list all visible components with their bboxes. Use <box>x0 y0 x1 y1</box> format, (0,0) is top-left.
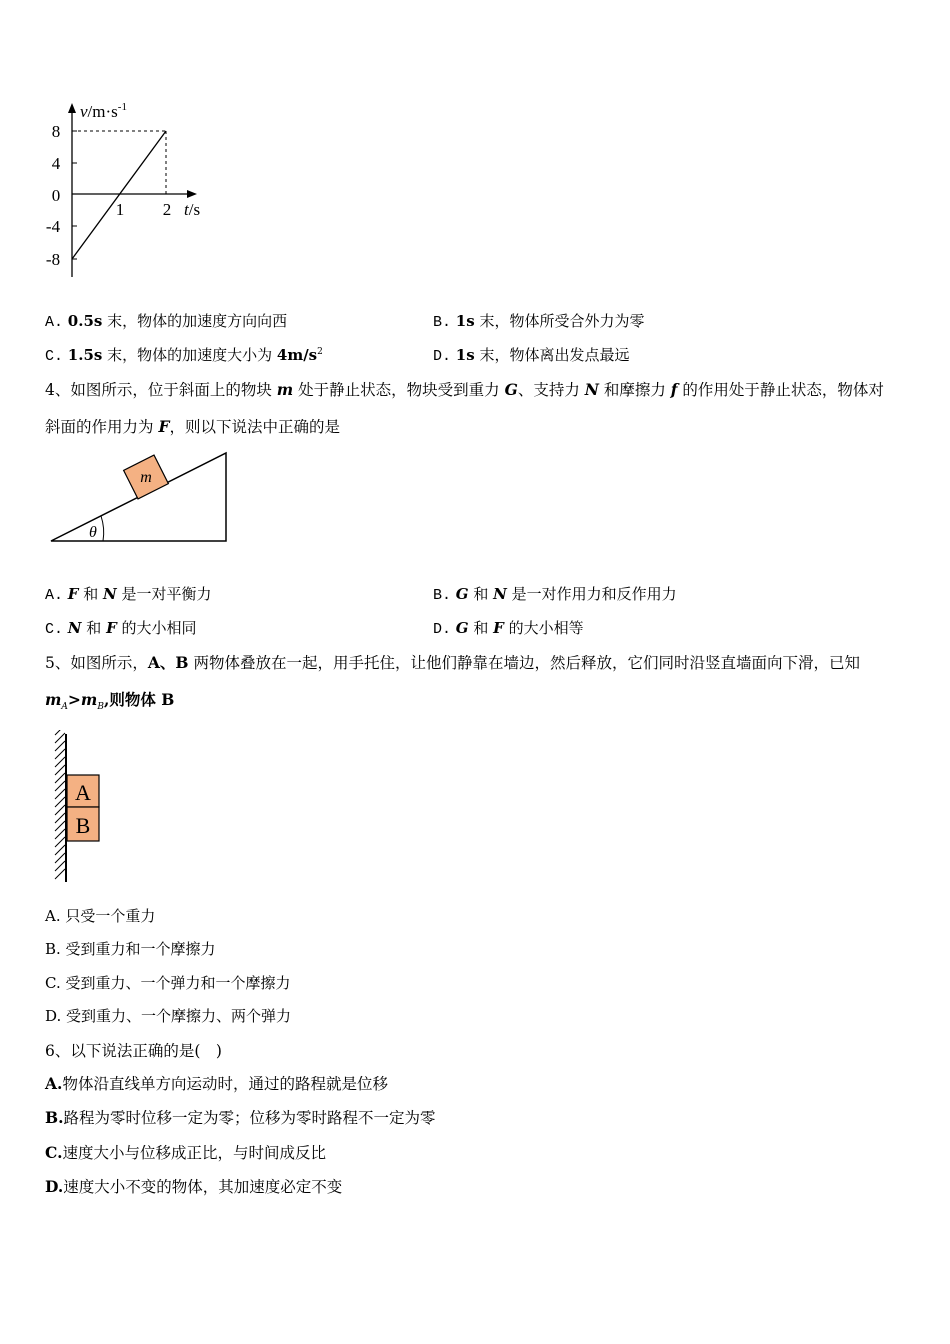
graph-x-arrow <box>187 190 197 198</box>
graph-xlabel-1: 1 <box>115 200 125 219</box>
block-a-label: A <box>75 780 91 805</box>
q3-option-d: D. 1s 末，物体离出发点最远 <box>433 346 630 365</box>
block-b-label: B <box>75 813 91 838</box>
angle-arc <box>101 516 104 541</box>
q5-option-c: C. 受到重力、一个弹力和一个摩擦力 <box>45 974 291 992</box>
incline-diagram <box>45 448 235 548</box>
graph-xlabel-2: 2 <box>162 200 172 219</box>
block-m <box>124 455 169 499</box>
q3-option-c: C. 1.5s 末，物体的加速度大小为 $4m/s^2$ <box>45 346 323 365</box>
graph-y-label: $v/m\cdot s^{-1}$ <box>80 101 127 121</box>
graph-y-arrow <box>68 103 76 113</box>
angle-label: θ <box>89 524 97 541</box>
q4-option-c: C. N 和 F 的大小相同 <box>45 619 197 638</box>
graph-ylabel-0: 0 <box>51 186 61 205</box>
q3-option-b: B. 1s 末，物体所受合外力为零 <box>433 312 645 331</box>
q3-option-a: A. 0.5s 末，物体的加速度方向向西 <box>45 312 288 331</box>
graph-x-label: t/s <box>184 200 201 219</box>
q4-stem-line2: 斜面的作用力为 F，则以下说法中正确的是 <box>45 417 340 436</box>
graph-ylabel-4: 4 <box>51 154 61 173</box>
q6-option-c: C.速度大小与位移成正比，与时间成反比 <box>45 1143 326 1162</box>
wall-hatch <box>55 730 65 879</box>
velocity-time-graph <box>40 95 240 285</box>
q4-option-a: A. F 和 N 是一对平衡力 <box>45 585 212 604</box>
q4-option-b: B. G 和 N 是一对作用力和反作用力 <box>433 585 677 604</box>
graph-ylabel-neg8: -8 <box>45 250 61 269</box>
q6-option-d: D.速度大小不变的物体，其加速度必定不变 <box>45 1177 343 1196</box>
q6-option-a: A.物体沿直线单方向运动时，通过的路程就是位移 <box>45 1074 388 1093</box>
graph-ylabel-8: 8 <box>51 122 61 141</box>
q6-stem: 6、以下说法正确的是( ) <box>45 1042 222 1060</box>
q5-stem-line1: 5、如图所示，A、B 两物体叠放在一起，用手托住，让他们静靠在墙边，然后释放，它们同时沿竖直墙面向下滑，已知 <box>45 653 860 672</box>
block-m-label: m <box>140 469 152 486</box>
wall-blocks-diagram <box>50 730 110 885</box>
graph-velocity-line <box>72 131 166 259</box>
q5-stem-line2: $m_A>m_B$,则物体 B <box>45 690 175 713</box>
q4-stem-line1: 4、如图所示，位于斜面上的物块 m 处于静止状态，物块受到重力 G、支持力 N 和摩擦力 f 的作用处于静止状态，物体对 <box>45 380 884 399</box>
graph-ylabel-neg4: -4 <box>45 217 61 236</box>
q5-option-b: B. 受到重力和一个摩擦力 <box>45 940 216 958</box>
q5-option-a: A. 只受一个重力 <box>45 907 156 925</box>
q6-option-b: B.路程为零时位移一定为零；位移为零时路程不一定为零 <box>45 1108 436 1127</box>
q4-option-d: D. G 和 F 的大小相等 <box>433 619 584 638</box>
q5-option-d: D. 受到重力、一个摩擦力、两个弹力 <box>45 1007 292 1025</box>
